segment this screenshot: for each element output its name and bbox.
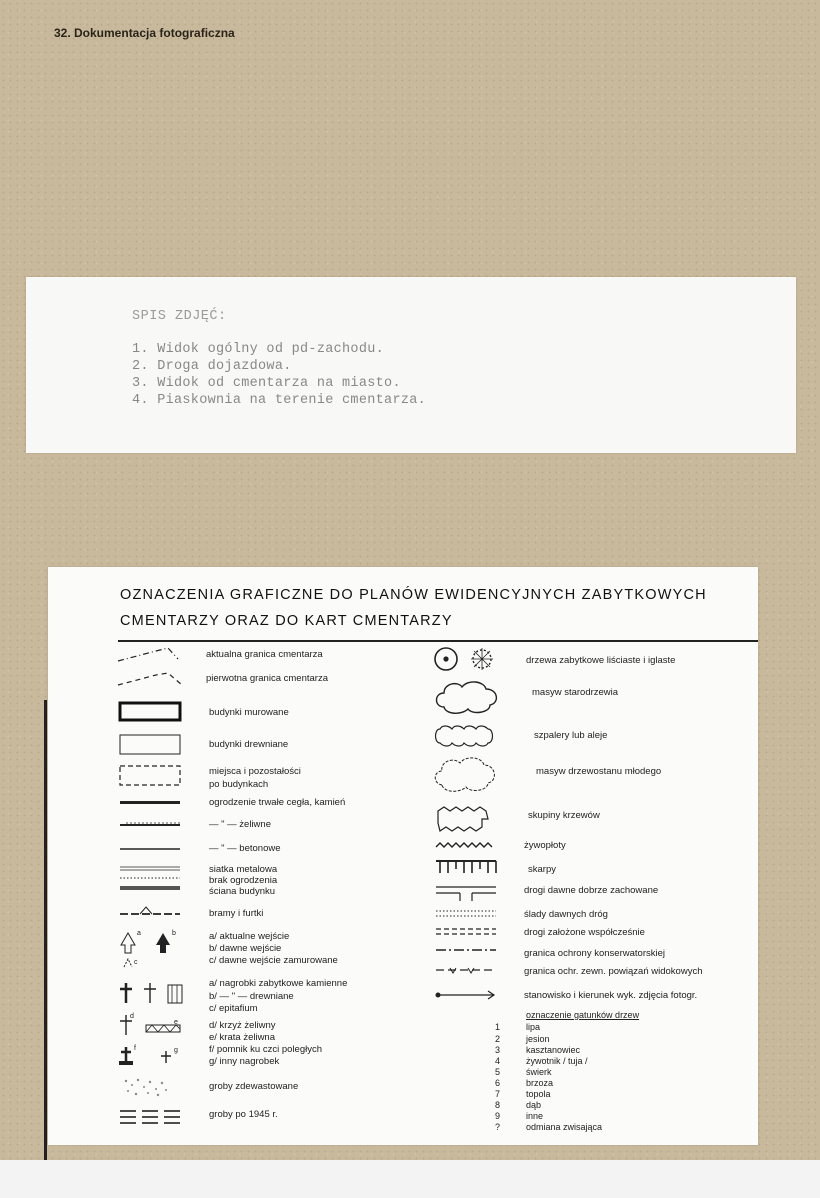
legend-label-left: b/ — " — drewniane [209,991,294,1002]
letter-f: f [134,1045,136,1052]
species-name: świerk [526,1067,552,1077]
species-number: 5 [494,1067,500,1077]
legend-label-left: d/ krzyż żeliwny [209,1020,276,1031]
list-item: 3. Widok od cmentarza na miasto. [132,376,401,391]
species-number: 7 [494,1089,500,1099]
legend-label-left: siatka metalowa [209,864,278,875]
list-item: 4. Piaskownia na terenie cmentarza. [132,393,427,408]
monument-symbols [116,1043,190,1067]
letter-d: d [130,1013,134,1020]
legend-label-right: żywopłoty [524,840,566,851]
photo-list-title: SPIS ZDJĘĆ: [132,309,227,324]
new-roads-symbol [432,925,504,939]
letter-b: b [172,930,176,937]
list-item: 1. Widok ogólny od pd-zachodu. [132,342,385,357]
letter-e: e [174,1019,178,1026]
old-forest-symbol [432,677,504,717]
legend-label-left: f/ pomnik ku czci poległych [209,1044,322,1055]
legend-title-line1: OZNACZENIA GRAFICZNE DO PLANÓW EWIDENCYJNYCH ZABYTKOWYCH [120,587,707,603]
species-number: 8 [494,1100,500,1110]
legend-label-left: po budynkach [209,779,269,790]
gate-symbol [118,905,184,919]
legend-label-left: c/ dawne wejście zamurowane [209,955,338,966]
brick-building-symbol [118,701,184,723]
species-number: ? [494,1122,500,1132]
post-1945-graves-symbol [118,1107,184,1129]
legend-label-left: — " — betonowe [209,843,281,854]
legend-label-left: e/ krata żeliwna [209,1032,276,1043]
legend-label-left: miejsca i pozostałości [209,766,301,777]
legend-label-right: drzewa zabytkowe liściaste i iglaste [526,655,676,666]
species-name: kasztanowiec [526,1045,581,1055]
legend-label-right: granica ochr. zewn. powiązań widokowych [524,966,703,977]
species-number: 4 [494,1056,500,1066]
letter-g: g [174,1047,178,1054]
legend-label-left: b/ dawne wejście [209,943,282,954]
legend-label-left: aktualna granica cmentarza [206,649,323,660]
legend-label-right: granica ochrony konserwatorskiej [524,948,665,959]
legend-label-left: a/ nagrobki zabytkowe kamienne [209,978,348,989]
species-number: 1 [494,1022,500,1032]
species-name: lipa [526,1022,541,1032]
current-boundary-symbol [116,645,186,665]
legend-title-rule [118,640,758,642]
slopes-symbol [432,857,504,877]
list-item: 2. Droga dojazdowa. [132,359,292,374]
old-roads-symbol [432,881,504,903]
heritage-trees-symbol [432,645,504,673]
legend-label-left: groby po 1945 r. [209,1109,278,1120]
legend-label-right: masyw starodrzewia [532,687,619,698]
legend-label-right: skupiny krzewów [528,810,600,821]
legend-label-right: drogi założone współcześnie [524,927,645,938]
legend-label-right: szpalery lub aleje [534,730,608,741]
photo-list [132,341,426,409]
legend-title-line2: CMENTARZY ORAZ DO KART CMENTARZY [120,613,453,629]
species-number: 6 [494,1078,500,1088]
legend-label-left: budynki murowane [209,707,289,718]
legend-label-right: masyw drzewostanu młodego [536,766,662,777]
legend-label-left: a/ aktualne wejście [209,931,290,942]
iron-fence-symbol [118,821,184,829]
letter-c: c [134,959,138,966]
photo-list-card [26,277,796,453]
legend-label-right: skarpy [528,864,556,875]
legend-label-left: — " — żeliwne [209,819,271,830]
wooden-building-symbol [118,733,184,757]
young-forest-symbol [432,753,504,793]
concrete-fence-symbol [118,845,184,853]
legend-label-right: drogi dawne dobrze zachowane [524,885,659,896]
section-header: 32. Dokumentacja fotograficzna [54,26,235,40]
species-name: topola [526,1089,551,1099]
legend-label-left: groby zdewastowane [209,1081,299,1092]
legend-sheet [48,567,758,1145]
legend-label-left: ściana budynku [209,886,276,897]
tombstone-symbols [116,977,190,1005]
road-traces-symbol [432,907,504,921]
legend-label-left: bramy i furtki [209,908,264,919]
alleys-symbol [432,725,504,747]
devastated-graves-symbol [118,1075,184,1099]
view-boundary-symbol [432,965,504,977]
legend-label-left: g/ inny nagrobek [209,1056,280,1067]
species-name: odmiana zwisająca [526,1122,603,1132]
original-boundary-symbol [116,669,186,689]
legend-label-left: pierwotna granica cmentarza [206,673,328,684]
species-name: brzoza [526,1078,554,1088]
mesh-wall-symbols [118,864,184,894]
species-number: 2 [494,1034,500,1044]
species-number: 9 [494,1111,500,1121]
legend-label-right: ślady dawnych dróg [524,909,608,920]
permanent-fence-symbol [118,799,184,807]
species-name: inne [526,1111,544,1121]
legend-label-left: c/ epitafium [209,1003,258,1014]
species-name: jesion [526,1034,550,1044]
species-name: żywotnik / tuja / [526,1056,588,1066]
species-name: dąb [526,1100,542,1110]
iron-cross-grate-symbols [116,1011,196,1037]
letter-a: a [137,930,141,937]
board-edge-line [44,700,47,1160]
species-title: oznaczenie gatunków drzew [526,1010,640,1020]
legend-label-left: brak ogrodzenia [209,875,278,886]
legend-label-left: budynki drewniane [209,739,289,750]
legend-label-left: ogrodzenie trwałe cegła, kamień [209,797,346,808]
hedges-symbol [432,841,504,851]
photo-point-symbol [432,989,504,1001]
conservation-boundary-symbol [432,945,504,955]
page-bottom-margin [0,1160,820,1198]
species-number: 3 [494,1045,500,1055]
legend-label-right: stanowisko i kierunek wyk. zdjęcia fotogr. [524,990,698,1001]
building-remains-symbol [118,764,184,788]
shrubs-symbol [432,805,504,833]
